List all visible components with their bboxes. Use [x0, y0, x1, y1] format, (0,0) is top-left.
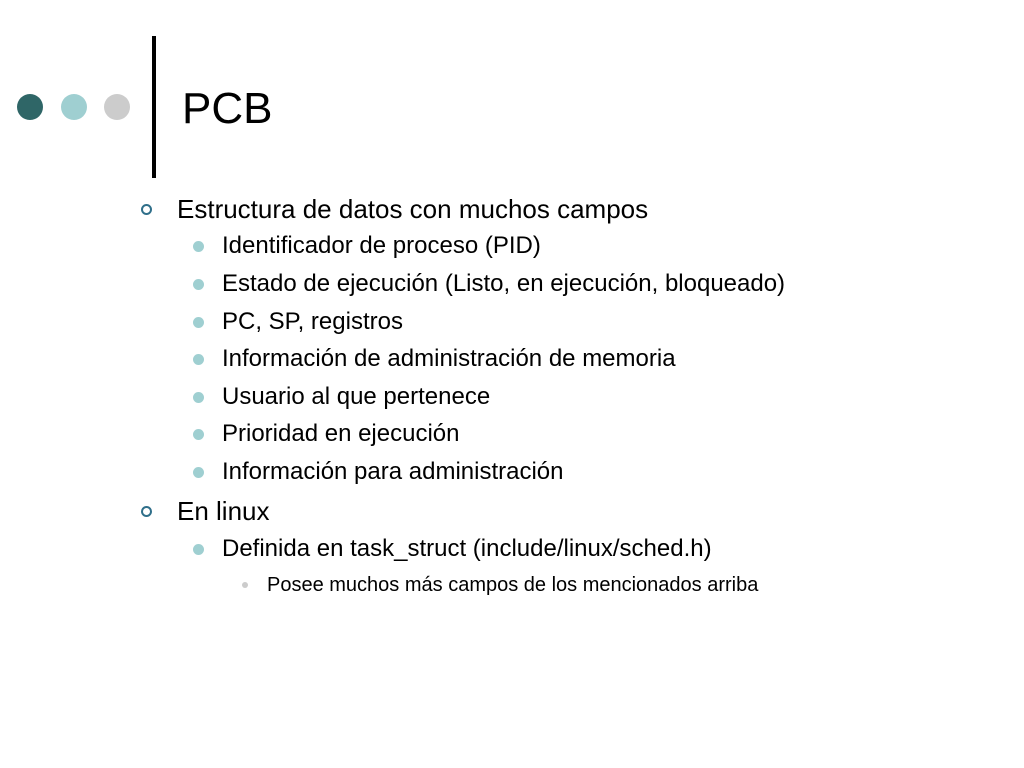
bullet-level2-item: Definida en task_struct (include/linux/sched.h) — [222, 535, 712, 562]
bullet-level1-item: En linux — [177, 496, 270, 526]
bullet-disc-icon — [193, 429, 204, 440]
bullet-disc-icon — [193, 241, 204, 252]
bullet-level2-item: Estado de ejecución (Listo, en ejecución, bloqueado) — [222, 270, 786, 297]
bullet-level2-item: Prioridad en ejecución — [222, 420, 460, 447]
bullet-disc-icon — [193, 279, 204, 290]
bullet-level2-item: Usuario al que pertenece — [222, 383, 491, 410]
bullet-level2-item: Identificador de proceso (PID) — [222, 232, 541, 259]
bullet-level2-item: Información para administración — [222, 458, 564, 485]
bullet-disc-icon — [193, 467, 204, 478]
bullet-level2-item: Información de administración de memoria — [222, 345, 676, 372]
bullet-disc-icon — [193, 392, 204, 403]
bullet-ring-icon — [141, 506, 152, 517]
bullet-small-icon — [242, 582, 248, 588]
slide-title: PCB — [182, 84, 273, 133]
bullet-disc-icon — [193, 317, 204, 328]
bullet-level2-item: PC, SP, registros — [222, 308, 403, 335]
bullet-ring-icon — [141, 204, 152, 215]
bullet-disc-icon — [193, 544, 204, 555]
bullet-level3-item: Posee muchos más campos de los mencionados arriba — [267, 574, 759, 596]
bullet-level1-item: Estructura de datos con muchos campos — [177, 194, 649, 224]
bullet-disc-icon — [193, 354, 204, 365]
